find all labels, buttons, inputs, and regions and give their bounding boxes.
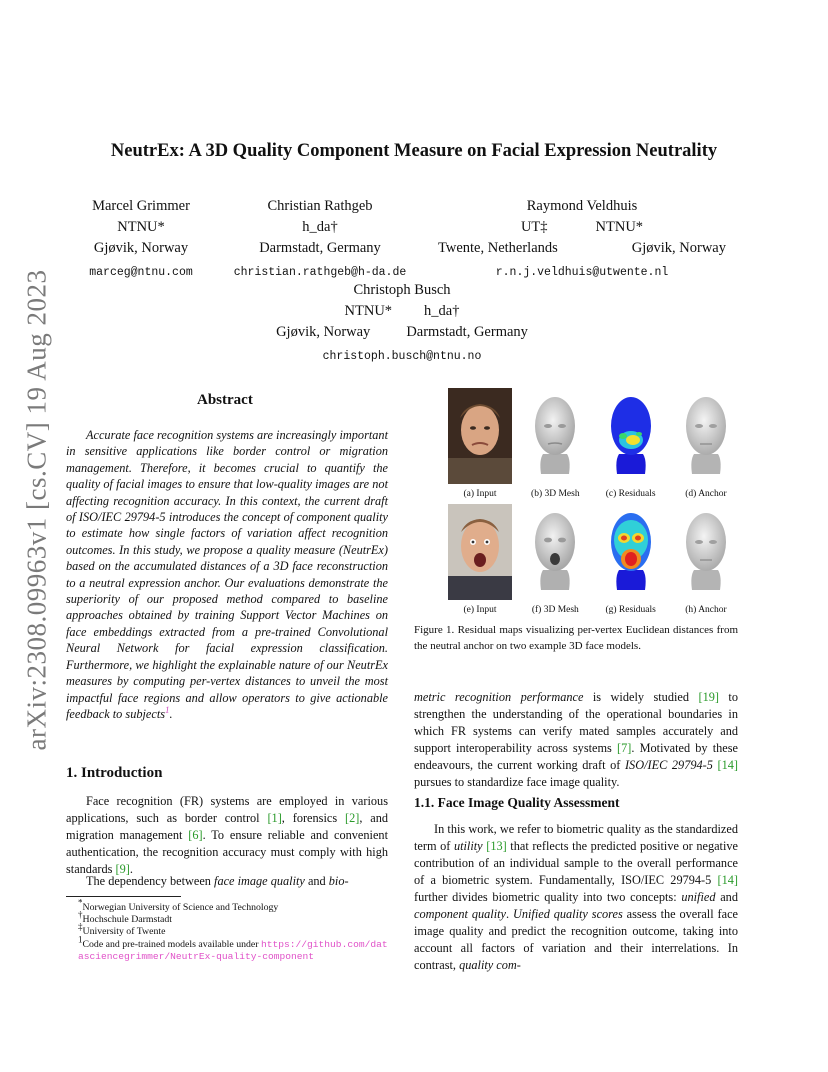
- abstract-body: Accurate face recognition systems are increasingly important in sensitive applications like border control or migration management. Therefore, it becomes crucial to quantify the quality of facial images to ensure that low-quality images are not affecting recognition accuracy. In this context, the current draft of ISO/IEC 29794-5 introduces the concept of component quality to estimate how single factors of variation affect recognition outcomes. In this study, we propose a quality measure (NeutrEx) based on the accumulated distances of a 3D face reconstruction to a neutral expression anchor. Our evaluations demonstrate the superiority of our proposed method compared to baseline approaches obtained by training Support Vector Machines on face embeddings extracted from a pre-trained Convolutional Neural Network for facial expression classification. Furthermore, we highlight the explainable nature of our NeutrEx measures by computing per-vertex distances to unveil the most impactful face regions and allow operators to give actionable feedback to subjects: [66, 428, 388, 721]
- text-span: .: [129, 862, 133, 876]
- citation-link[interactable]: [19]: [698, 690, 719, 704]
- author-affiliation: UT‡: [520, 219, 548, 235]
- text-span: pursues to standardize face image quality.: [414, 775, 620, 789]
- right-paragraph-1: [414, 689, 738, 791]
- text-span: further divides biometric quality into two concepts:: [414, 890, 682, 904]
- figure-panel: [674, 388, 738, 500]
- author-affiliation: NTNU*: [595, 219, 644, 235]
- author-email: christian.rathgeb@h-da.de: [233, 266, 407, 279]
- citation-link[interactable]: [1]: [267, 811, 282, 825]
- emphasis: quality com-: [459, 958, 521, 972]
- text-span: In this work, we refer to biometric quality as the standardized term of: [414, 822, 738, 853]
- footnotes: [66, 896, 388, 963]
- panel-label: (e) Input: [463, 605, 497, 615]
- introduction-paragraph-1: [66, 793, 388, 878]
- text-span: and: [304, 874, 329, 888]
- footnote-text: Hochschule Darmstadt: [82, 914, 173, 926]
- footnote-mark: *: [78, 897, 83, 908]
- introduction-heading: 1. Introduction: [66, 765, 163, 781]
- anchor-mesh-icon: [674, 388, 738, 484]
- author-affiliation: h_da†: [424, 303, 460, 319]
- emphasis: metric recognition performance: [414, 690, 584, 704]
- author-block-3: [438, 196, 726, 283]
- abstract-heading: Abstract: [197, 392, 253, 408]
- author-affiliation: NTNU*: [117, 219, 165, 235]
- text-span: . Motivated by these endeavours, the current working draft of: [414, 741, 738, 772]
- footnote-rule: [66, 896, 181, 897]
- figure-caption: Figure 1. Residual maps visualizing per-vertex Euclidean distances from the neutral anchor on two example 3D face models.: [414, 624, 738, 652]
- arxiv-identifier-text: arXiv:2308.09963v1 [cs.CV] 19 Aug 2023: [21, 269, 52, 751]
- footnote-text: University of Twente: [82, 926, 166, 938]
- footnote: [66, 922, 388, 938]
- author-location: Gjøvik, Norway: [93, 240, 189, 256]
- code-repository-link[interactable]: https://github.com/datasciencegrimmer/NeutrEx-quality-component: [78, 938, 388, 962]
- text-span: , forensics: [281, 811, 345, 825]
- face-photo-icon: [448, 388, 512, 484]
- author-location: Darmstadt, Germany: [406, 324, 528, 340]
- emphasis: bio-: [328, 874, 349, 888]
- footnote-text: Norwegian University of Science and Technology: [82, 902, 279, 913]
- right-paragraph-2: [414, 821, 738, 974]
- author-affiliation: h_da†: [302, 219, 338, 235]
- footnote: [66, 934, 388, 963]
- emphasis: ISO/IEC 29794-5: [624, 758, 713, 772]
- arxiv-identifier: [14, 260, 60, 760]
- text-span: to strengthen the understanding of the operational boundaries in which FR systems can verify mated samples accurately and support interoperability across systems: [414, 690, 738, 755]
- author-block-2: [222, 196, 418, 283]
- author-location: Gjøvik, Norway: [276, 324, 371, 340]
- citation-link[interactable]: [7]: [617, 741, 632, 755]
- author-affiliation: NTNU*: [344, 303, 393, 319]
- footnote-mark: ‡: [78, 922, 83, 933]
- footnote-mark: 1: [78, 934, 83, 945]
- figure-panel: [523, 388, 587, 500]
- text-span: assess the overall face image quality and predict the recognition outcome, taking into account all factors of variation and their interrelations. In contrast,: [414, 907, 738, 972]
- citation-link[interactable]: [6]: [188, 828, 203, 842]
- author-email: christoph.busch@ntnu.no: [322, 350, 482, 363]
- author-block-4: [254, 280, 550, 367]
- figure-panel: [674, 504, 738, 616]
- author-email: marceg@ntnu.com: [89, 266, 193, 279]
- abstract-text: Accurate face recognition systems are increasingly important in sensitive applications like border control or migration management. Therefore, it becomes crucial to quantify the quality of facial images to ensure that low-quality images are not affecting recognition accuracy. In this context, the current draft of ISO/IEC 29794-5 introduces the concept of component quality to estimate how single factors of variation affect recognition outcomes. In this study, we propose a quality measure (NeutrEx) based on the accumulated distances of a 3D face reconstruction to a neutral expression anchor. Our evaluations demonstrate the superiority of our proposed method compared to baseline approaches obtained by training Support Vector Machines on face embeddings extracted from a pre-trained Convolutional Neural Network for facial expression classification. Furthermore, we highlight the explainable nature of our NeutrEx measures by computing per-vertex distances to unveil the most impactful face regions and allow operators to give actionable feedback to subjects$^1$.: [66, 428, 388, 721]
- introduction-paragraph-2: [66, 873, 388, 890]
- citation-link[interactable]: [14]: [717, 873, 738, 887]
- author-name: Christian Rathgeb: [267, 198, 373, 214]
- figure-panel: [448, 388, 512, 500]
- footnote-link[interactable]: 1: [165, 704, 170, 715]
- citation-link[interactable]: [14]: [717, 758, 738, 772]
- footnote: [66, 909, 388, 926]
- emphasis: unified: [681, 890, 716, 904]
- text-span: that reflects the predicted positive or negative contribution of an individual sample to the overall performance of a biometric system. Fundamentally, ISO/IEC 29794-5: [414, 839, 738, 887]
- subsection-heading: 1.1. Face Image Quality Assessment: [414, 795, 620, 810]
- emphasis: utility: [453, 839, 483, 853]
- panel-label: (b) 3D Mesh: [531, 489, 580, 499]
- residual-heatmap-icon: [599, 388, 663, 484]
- figure-row-2: [448, 504, 738, 616]
- text-span: and: [715, 890, 738, 904]
- footnote: [66, 897, 388, 914]
- author-location: Gjøvik, Norway: [631, 240, 726, 256]
- citation-link[interactable]: [13]: [486, 839, 507, 853]
- panel-label: (a) Input: [463, 489, 497, 499]
- author-name: Christoph Busch: [353, 282, 451, 298]
- figure-panel: [523, 504, 587, 616]
- emphasis: face image quality: [214, 874, 305, 888]
- text-span: .: [506, 907, 513, 921]
- text-span: . To ensure reliable and convenient authentication, the recognition accuracy must comply with high standards: [66, 828, 388, 876]
- panel-label: (c) Residuals: [605, 489, 656, 499]
- author-location: Darmstadt, Germany: [259, 240, 381, 256]
- footnote-text: Code and pre-trained models available under: [82, 938, 261, 950]
- paper-title: NeutrEx: A 3D Quality Component Measure on Facial Expression Neutrality: [110, 141, 718, 161]
- 3d-mesh-icon: [523, 504, 587, 600]
- author-name: Raymond Veldhuis: [526, 198, 638, 214]
- figure-panel: [599, 504, 663, 616]
- author-email: r.n.j.veldhuis@utwente.nl: [495, 266, 669, 279]
- citation-link[interactable]: [9]: [115, 862, 130, 876]
- text-span: , and migration management: [66, 811, 388, 842]
- text-span: is widely studied: [583, 690, 699, 704]
- author-name: Marcel Grimmer: [92, 198, 190, 214]
- panel-label: (d) Anchor: [685, 489, 727, 499]
- panel-label: (h) Anchor: [685, 605, 727, 615]
- author-location: Twente, Netherlands: [438, 240, 558, 256]
- author-block-1: [66, 196, 216, 283]
- face-photo-icon: [448, 504, 512, 600]
- panel-label: (f) 3D Mesh: [531, 605, 579, 615]
- figure-panel: [448, 504, 512, 616]
- citation-link[interactable]: [2]: [344, 811, 360, 825]
- panel-label: (g) Residuals: [605, 605, 656, 615]
- text-span: Face recognition (FR) systems are employed in various applications, such as border control: [66, 794, 388, 825]
- emphasis: Unified quality scores: [512, 907, 623, 921]
- figure-1: [448, 388, 738, 616]
- 3d-mesh-icon: [523, 388, 587, 484]
- anchor-mesh-icon: [674, 504, 738, 600]
- figure-row-1: [448, 388, 738, 500]
- residual-heatmap-icon: [599, 504, 663, 600]
- text-span: The dependency between: [86, 874, 215, 888]
- figure-panel: [599, 388, 663, 500]
- emphasis: component quality: [414, 907, 506, 921]
- footnote-mark: †: [78, 909, 83, 920]
